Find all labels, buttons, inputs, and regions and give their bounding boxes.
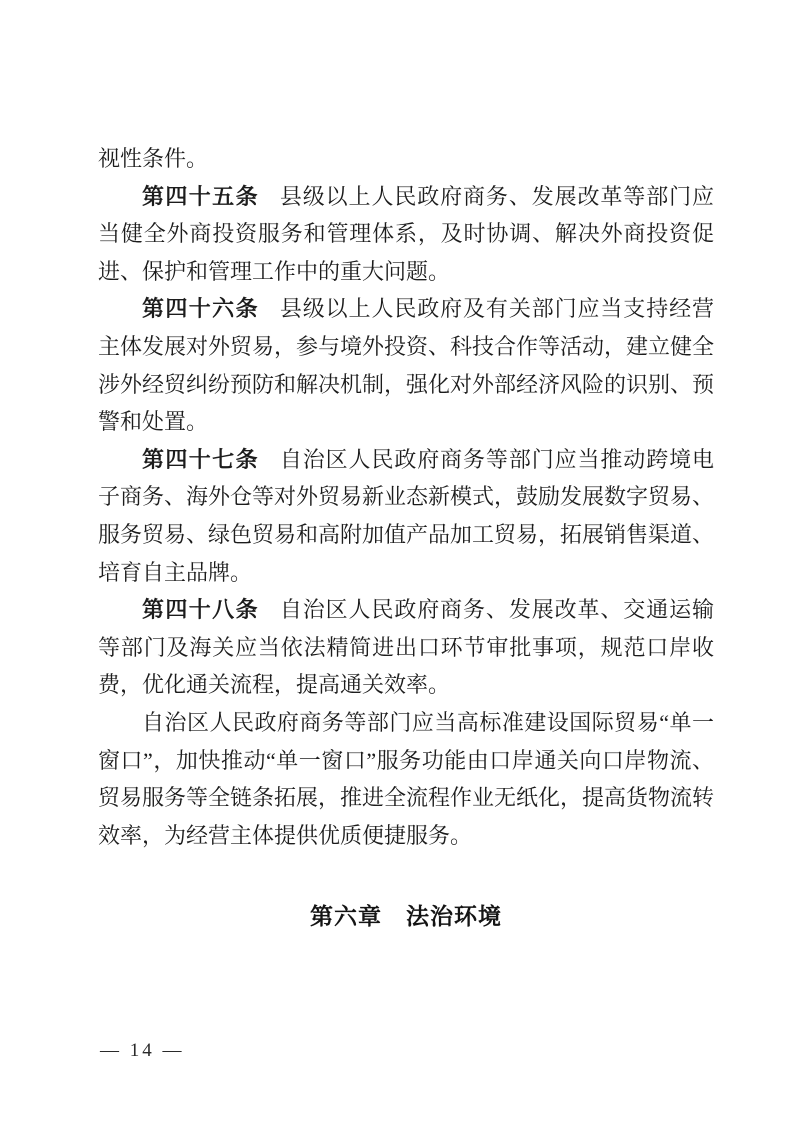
paragraph-text: 自治区人民政府商务等部门应当高标准建设国际贸易“单一窗口”，加快推动“单一窗口”服务功能由口岸通关向口岸物流、贸易服务等全链条拓展，推进全流程作业无纸化，提高货物流转效率，为经营主体提供优质便捷服务。	[98, 709, 715, 848]
article-45-text: 县级以上人民政府商务、发展改革等部门应当健全外商投资服务和管理体系，及时协调、解决外商投资促进、保护和管理工作中的重大问题。	[98, 183, 714, 284]
article-47-title: 第四十七条	[142, 446, 259, 472]
chapter-heading: 第六章 法治环境	[310, 903, 502, 930]
article-47-text: 自治区人民政府商务等部门应当推动跨境电子商务、海外仓等对外贸易新业态新模式，鼓励发展数字贸易、服务贸易、绿色贸易和高附加值产品加工贸易，拓展销售渠道、培育自主品牌。	[98, 446, 715, 585]
article-48-title: 第四十八条	[142, 597, 259, 623]
article-47	[98, 441, 714, 591]
paragraph-text: 视性条件。	[98, 146, 209, 171]
article-46	[98, 290, 714, 440]
paragraph-continuation	[98, 140, 714, 178]
article-45-title: 第四十五条	[142, 183, 259, 209]
article-48-text: 自治区人民政府商务、发展改革、交通运输等部门及海关应当依法精简进出口环节审批事项，规范口岸收费，优化通关流程，提高通关效率。	[98, 597, 714, 698]
page-number: — 14 —	[100, 1040, 185, 1061]
document-text-block	[98, 140, 714, 931]
article-48	[98, 591, 714, 704]
article-45	[98, 178, 714, 291]
article-46-title: 第四十六条	[142, 296, 259, 322]
article-46-text: 县级以上人民政府及有关部门应当支持经营主体发展对外贸易，参与境外投资、科技合作等活动，建立健全涉外经贸纠纷预防和解决机制，强化对外部经济风险的识别、预警和处置。	[98, 296, 715, 435]
paragraph-single-window	[98, 704, 714, 854]
